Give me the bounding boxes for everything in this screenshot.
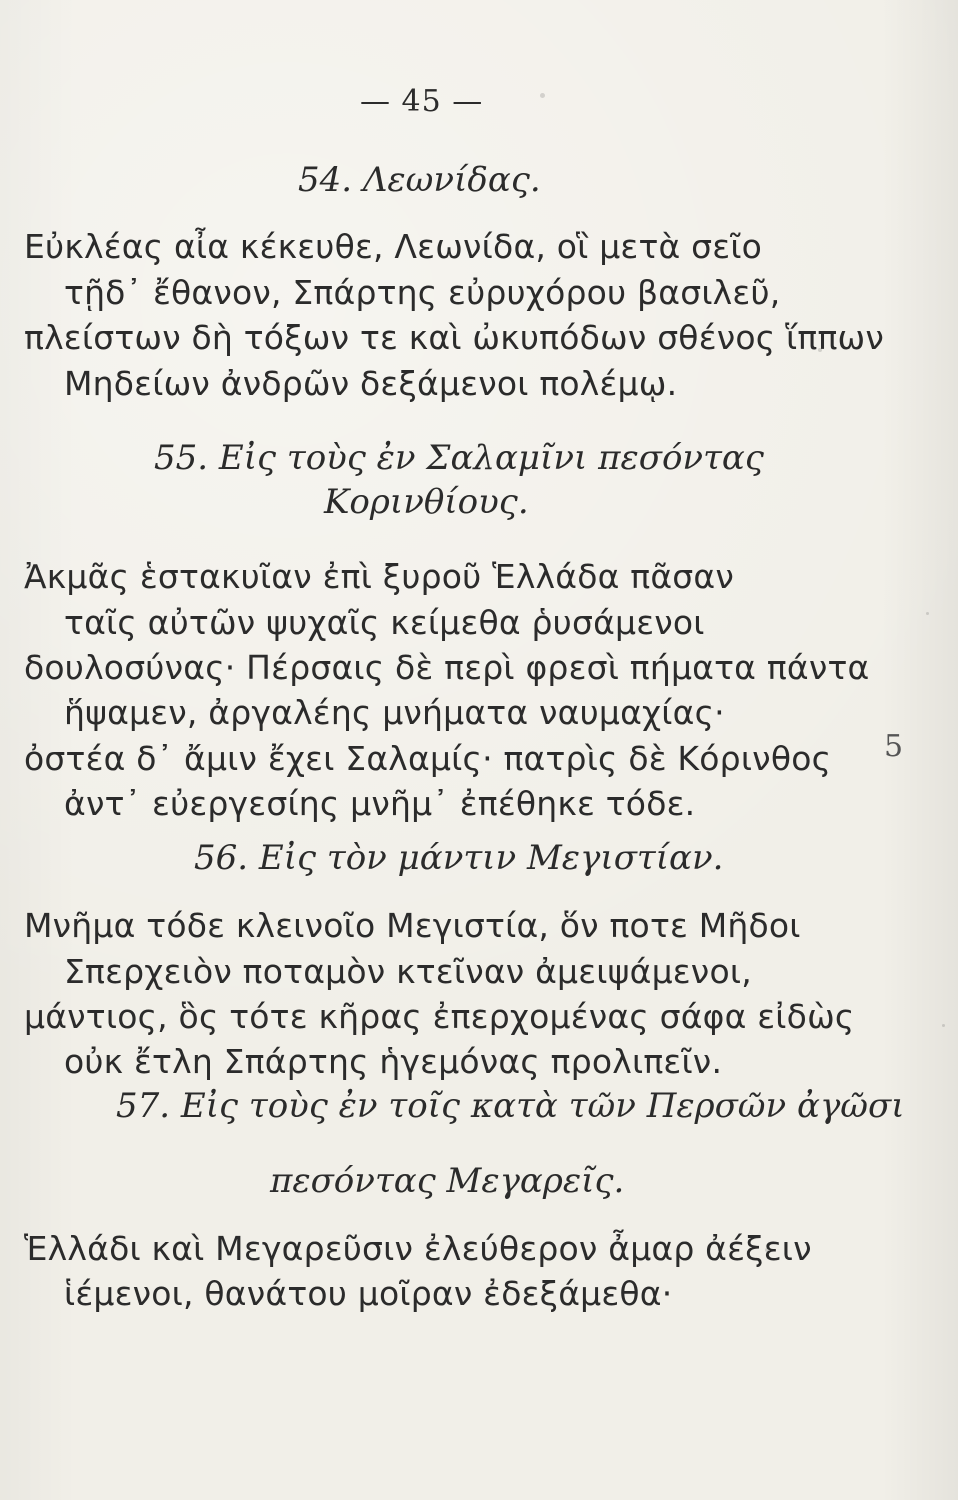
section-56-line-3: μάντιος, ὃς τότε κῆρας ἐπερχομένας σάφα εἰδὼς xyxy=(24,997,855,1036)
section-55-line-4: ἥψαμεν, ἀργαλέης μνήματα ναυμαχίας· xyxy=(64,693,725,732)
section-54-line-3: πλείστων δὴ τόξων τε καὶ ὠκυπόδων σθένος ἵππων xyxy=(24,318,884,357)
section-54-line-1: Εὐκλέας αἶα κέκευθε, Λεωνίδα, οἳ μετὰ σεῖο xyxy=(24,227,763,266)
section-54-line-4: Μηδείων ἀνδρῶν δεξάμενοι πολέμῳ. xyxy=(64,364,678,403)
section-54-line-2: τῇδ᾽ ἔθανον, Σπάρτης εὐρυχόρου βασιλεῦ, xyxy=(64,273,781,312)
section-57-heading-line-1: 57. Εἰς τοὺς ἐν τοῖς κατὰ τῶν Περσῶν ἀγῶσι xyxy=(116,1086,905,1126)
margin-mark: 5 xyxy=(884,729,904,764)
ink-speck xyxy=(765,1248,769,1252)
ink-speck xyxy=(818,348,822,352)
section-56-line-4: οὐκ ἔτλη Σπάρτης ἡγεμόνας προλιπεῖν. xyxy=(64,1042,723,1081)
section-55-line-2: ταῖς αὐτῶν ψυχαῖς κείμεθα ῥυσάμενοι xyxy=(64,603,705,642)
section-55-heading-line-2: Κορινθίους. xyxy=(324,482,529,522)
section-56-line-2: Σπερχειὸν ποταμὸν κτεῖναν ἀμειψάμενοι, xyxy=(64,952,752,991)
ink-speck xyxy=(926,612,929,615)
section-55-line-6: ἀντ᾽ εὐεργεσίης μνῆμ᾽ ἐπέθηκε τόδε. xyxy=(64,784,696,823)
section-56-line-1: Μνῆμα τόδε κλεινοῖο Μεγιστία, ὅν ποτε Μῆδοι xyxy=(24,906,801,945)
section-57-line-1: Ἑλλάδι καὶ Μεγαρεῦσιν ἐλεύθερον ἆμαρ ἀέξειν xyxy=(24,1229,812,1268)
section-55-heading-line-1: 55. Εἰς τοὺς ἐν Σαλαμῖνι πεσόντας xyxy=(154,438,764,478)
section-56-heading: 56. Εἰς τὸν μάντιν Μεγιστίαν. xyxy=(194,838,724,878)
ink-speck xyxy=(942,1024,945,1027)
section-55-line-3: δουλοσύνας· Πέρσαις δὲ περὶ φρεσὶ πήματα πάντα xyxy=(24,648,870,687)
section-55-line-5: ὀστέα δ᾽ ἄμιν ἔχει Σαλαμίς· πατρὶς δὲ Κόρινθος xyxy=(24,739,832,778)
section-57-line-2: ἱέμενοι, θανάτου μοῖραν ἐδεξάμεθα· xyxy=(64,1274,673,1313)
section-54-heading: 54. Λεωνίδας. xyxy=(298,160,541,200)
ink-speck xyxy=(540,93,545,98)
section-57-heading-line-2: πεσόντας Μεγαρεῖς. xyxy=(270,1161,625,1201)
page-number: — 45 — xyxy=(360,84,484,119)
section-55-line-1: Ἀκμᾶς ἑστακυῖαν ἐπὶ ξυροῦ Ἑλλάδα πᾶσαν xyxy=(24,557,734,596)
